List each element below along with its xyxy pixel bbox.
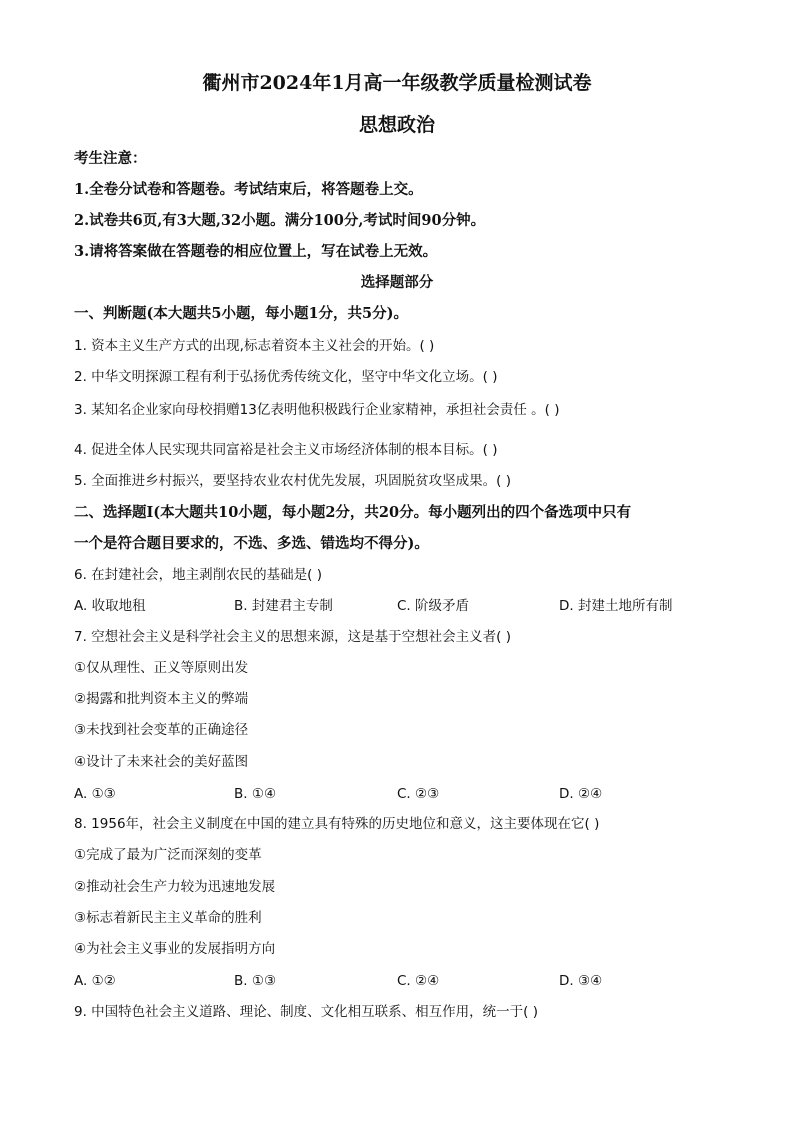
question-8-option-c: C. ②④: [397, 973, 440, 989]
question-5: 5. 全面推进乡村振兴，要坚持农业农村优先发展，巩固脱贫攻坚成果。( ): [74, 473, 511, 489]
question-7-item-1: ①仅从理性、正义等原则出发: [74, 660, 249, 676]
question-7-stem: 7. 空想社会主义是科学社会主义的思想来源，这是基于空想社会主义者( ): [74, 629, 511, 645]
question-2: 2. 中华文明探源工程有利于弘扬优秀传统文化，坚守中华文化立场。( ): [74, 369, 498, 385]
question-8-item-4: ④为社会主义事业的发展指明方向: [74, 941, 276, 957]
note-item-1: 1.全卷分试卷和答题卷。考试结束后，将答题卷上交。: [74, 181, 423, 198]
note-item-3: 3.请将答案做在答题卷的相应位置上，写在试卷上无效。: [74, 243, 438, 260]
question-7-item-3: ③未找到社会变革的正确途径: [74, 722, 249, 738]
question-1: 1. 资本主义生产方式的出现,标志着资本主义社会的开始。( ): [74, 338, 435, 354]
question-8-item-3: ③标志着新民主主义革命的胜利: [74, 910, 262, 926]
question-7-option-b: B. ①④: [234, 786, 277, 802]
question-7-option-c: C. ②③: [397, 786, 440, 802]
part1-heading: 一、判断题(本大题共5小题，每小题1分，共5分)。: [74, 305, 408, 322]
question-4: 4. 促进全体人民实现共同富裕是社会主义市场经济体制的根本目标。( ): [74, 442, 498, 458]
exam-title: 衢州市2024年1月高一年级教学质量检测试卷: [202, 72, 592, 94]
question-7-item-4: ④设计了未来社会的美好蓝图: [74, 754, 249, 770]
question-8-item-1: ①完成了最为广泛而深刻的变革: [74, 847, 262, 863]
question-6-option-a: A. 收取地租: [74, 598, 146, 614]
notes-heading: 考生注意：: [74, 150, 147, 167]
question-6-option-d: D. 封建土地所有制: [559, 598, 673, 614]
question-7-item-2: ②揭露和批判资本主义的弊端: [74, 691, 249, 707]
exam-subject: 思想政治: [358, 114, 435, 136]
question-8-option-b: B. ①③: [234, 973, 277, 989]
question-8-stem: 8. 1956年，社会主义制度在中国的建立具有特殊的历史地位和意义，这主要体现在它( ): [74, 816, 600, 832]
question-3: 3. 某知名企业家向母校捐赠13亿表明他积极践行企业家精神，承担社会责任 。( ): [74, 402, 560, 418]
question-6-stem: 6. 在封建社会，地主剥削农民的基础是( ): [74, 567, 322, 583]
question-7-option-a: A. ①③: [74, 786, 116, 802]
part2-heading-line1: 二、选择题Ⅰ(本大题共10小题，每小题2分，共20分。每小题列出的四个备选项中只有: [74, 504, 632, 521]
question-8-option-d: D. ③④: [559, 973, 603, 989]
section-label: 选择题部分: [360, 274, 434, 291]
question-6-option-c: C. 阶级矛盾: [397, 598, 470, 614]
question-6-option-b: B. 封建君主专制: [234, 598, 333, 614]
question-8-item-2: ②推动社会生产力较为迅速地发展: [74, 879, 276, 895]
question-9-stem: 9. 中国特色社会主义道路、理论、制度、文化相互联系、相互作用，统一于( ): [74, 1004, 538, 1020]
question-7-option-d: D. ②④: [559, 786, 603, 802]
note-item-2: 2.试卷共6页,有3大题,32小题。满分100分,考试时间90分钟。: [74, 212, 486, 229]
part2-heading-line2: 一个是符合题目要求的，不选、多选、错选均不得分)。: [74, 535, 429, 552]
question-8-option-a: A. ①②: [74, 973, 116, 989]
